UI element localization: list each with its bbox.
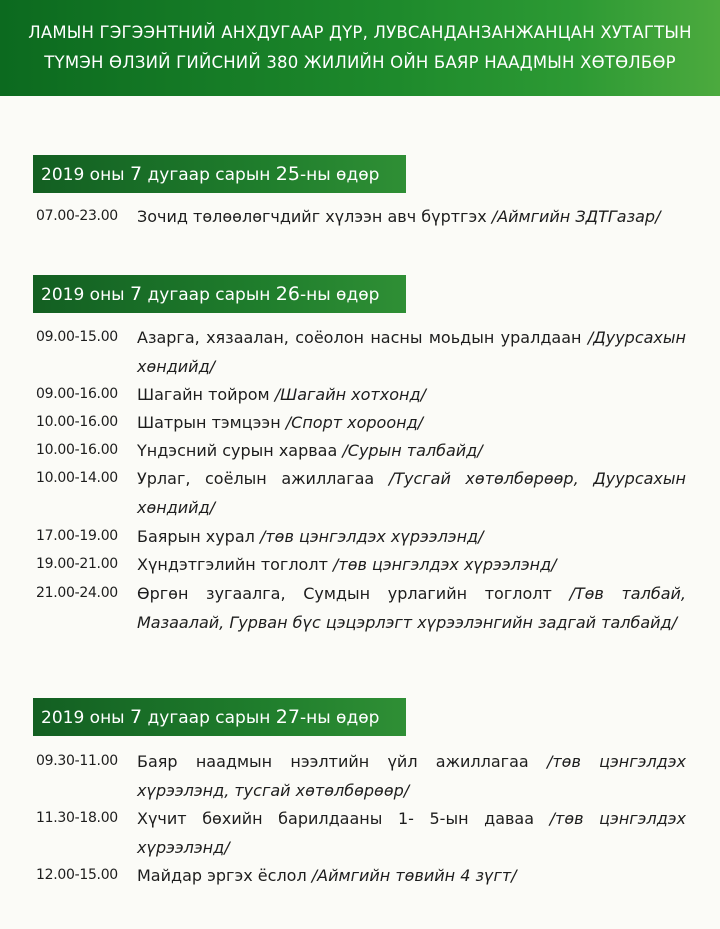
event-time: 10.00-14.00	[36, 470, 118, 486]
event-location: /Төв талбай, Мазаалай, Гурван бүс цэцэрлэгт хүрээлэнгийн задгай талбайд/	[137, 584, 686, 632]
event-time: 10.00-16.00	[36, 414, 118, 430]
event-description: Шагайн тойром /Шагайн хотхонд/	[137, 385, 426, 404]
event-location: /Сурын талбайд/	[342, 441, 483, 460]
event-description: Урлаг, соёлын ажиллагаа /Тусгай хөтөлбөрөөр, Дуурсахын хөндийд/	[137, 469, 686, 517]
event-location: /төв цэнгэлдэх хүрээлэнд/	[259, 527, 484, 546]
event-location: /төв цэнгэлдэх хүрээлэнд/	[332, 555, 557, 574]
event-time: 12.00-15.00	[36, 867, 118, 883]
day-heading-27: 2019 оны 7 дугаар сарын 27-ны өдөр	[33, 698, 406, 736]
day-heading-26: 2019 оны 7 дугаар сарын 26-ны өдөр	[33, 275, 406, 313]
event-time: 07.00-23.00	[36, 208, 118, 224]
day-year: 2019	[41, 165, 85, 185]
header-title-line-2: ТҮМЭН ӨЛЗИЙ ГИЙСНИЙ 380 ЖИЛИЙН ОЙН БАЯР НААДМЫН ХӨТӨЛБӨР	[44, 53, 676, 72]
event-description: Хүндэтгэлийн тоглолт /төв цэнгэлдэх хүрээлэнд/	[137, 555, 557, 574]
event-location: /төв цэнгэлдэх хүрээлэнд/	[137, 809, 686, 857]
event-time: 11.30-18.00	[36, 810, 118, 826]
event-location: /Тусгай хөтөлбөрөөр, Дуурсахын хөндийд/	[137, 469, 686, 517]
day-year: 2019	[41, 285, 85, 305]
event-description: Баярын хурал /төв цэнгэлдэх хүрээлэнд/	[137, 527, 484, 546]
event-location: /Аймгийн ЗДТГазар/	[491, 207, 661, 226]
program-header	[0, 0, 720, 96]
day-month: 7	[130, 163, 143, 185]
header-title-line-1: ЛАМЫН ГЭГЭЭНТНИЙ АНХДУГААР ДҮР, ЛУВСАНДАНЗАНЖАНЦАН ХУТАГТЫН	[28, 23, 692, 42]
event-location: /төв цэнгэлдэх хүрээлэнд, тусгай хөтөлбөрөөр/	[137, 752, 686, 800]
event-time: 21.00-24.00	[36, 585, 118, 601]
event-description: Үндэсний сурын харваа /Сурын талбайд/	[137, 441, 483, 460]
day-month: 7	[130, 706, 143, 728]
event-description: Хүчит бөхийн барилдааны 1- 5-ын даваа /төв цэнгэлдэх хүрээлэнд/	[137, 809, 686, 857]
event-description: Өргөн зугаалга, Сумдын урлагийн тоглолт /Төв талбай, Мазаалай, Гурван бүс цэцэрлэгт хүрээлэнгийн задгай талбайд/	[137, 584, 686, 632]
day-year: 2019	[41, 708, 85, 728]
event-time: 09.00-16.00	[36, 386, 118, 402]
event-description: Майдар эргэх ёслол /Аймгийн төвийн 4 зүгт/	[137, 866, 517, 885]
event-description: Азарга, хязаалан, соёолон насны моьдын уралдаан /Дуурсахын хөндийд/	[137, 328, 686, 376]
event-location: /Аймгийн төвийн 4 зүгт/	[311, 866, 517, 885]
event-description: Шатрын тэмцээн /Спорт хороонд/	[137, 413, 424, 432]
event-time: 10.00-16.00	[36, 442, 118, 458]
event-time: 19.00-21.00	[36, 556, 118, 572]
event-location: /Шагайн хотхонд/	[274, 385, 426, 404]
event-location: /Дуурсахын хөндийд/	[137, 328, 686, 376]
event-description: Баяр наадмын нээлтийн үйл ажиллагаа /төв цэнгэлдэх хүрээлэнд, тусгай хөтөлбөрөөр/	[137, 752, 686, 800]
event-time: 09.30-11.00	[36, 753, 118, 769]
day-heading-25: 2019 оны 7 дугаар сарын 25-ны өдөр	[33, 155, 406, 193]
event-time: 09.00-15.00	[36, 329, 118, 345]
event-description: Зочид төлөөлөгчдийг хүлээн авч бүртгэх /Аймгийн ЗДТГазар/	[137, 207, 661, 226]
day-number: 26	[275, 283, 300, 305]
event-location: /Спорт хороонд/	[285, 413, 424, 432]
day-number: 25	[275, 163, 300, 185]
event-time: 17.00-19.00	[36, 528, 118, 544]
day-month: 7	[130, 283, 143, 305]
day-number: 27	[275, 706, 300, 728]
